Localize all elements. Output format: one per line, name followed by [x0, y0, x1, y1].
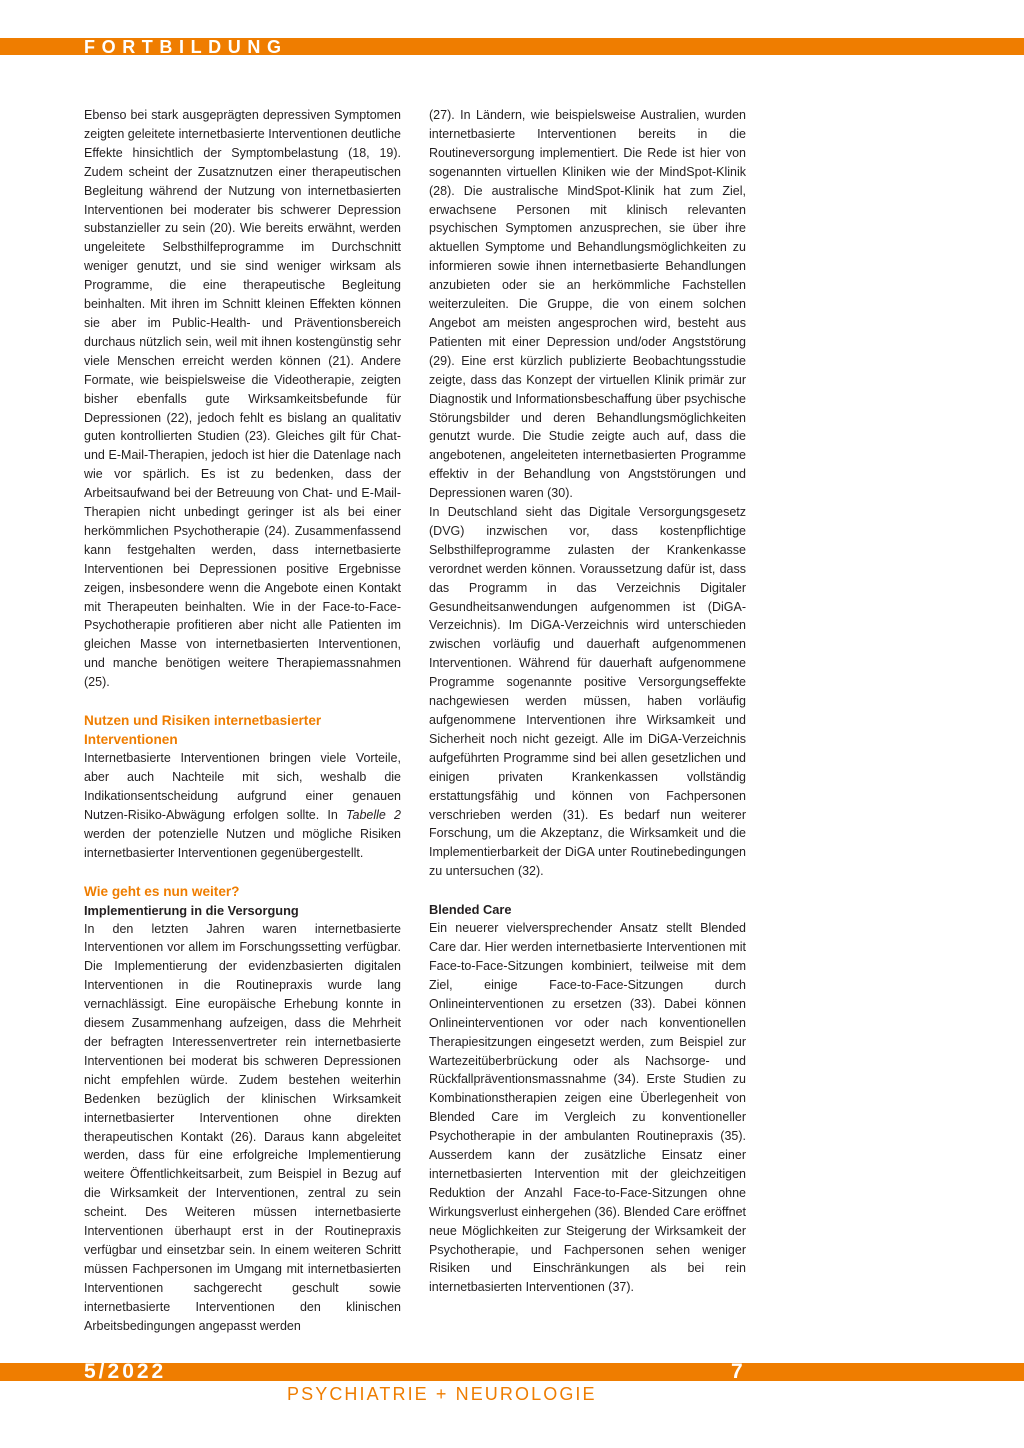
subsection-heading: Implementierung in die Versorgung: [84, 902, 299, 918]
paragraph: [84, 749, 401, 862]
section-heading: Nutzen und Risiken internetbasierter Interventionen: [84, 713, 322, 748]
right-column: [429, 106, 746, 1297]
paragraph: Ebenso bei stark ausgeprägten depressiven Symptomen zeigten geleitete internetbasierte Interventionen deutliche Effekte hinsichtlich der Symptombelastung (18, 19). Zudem scheint der Zusatznutzen einer therapeutischen Begleitung während der Nutzung von internetbasierten Interventionen bei moderater bis schwerer Depression substanzieller zu sein (20). Wie bereits erwähnt, werden ungeleitete Selbsthilfeprogramme im Durchschnitt weniger genutzt, und sie sind weniger wirksam als Programme, die eine therapeutische Begleitung beinhalten. Mit ihren im Schnitt kleinen Effekten können sie aber im Public-Health- und Präventionsbereich durchaus nützlich sein, weil mit ihnen kostengünstig sehr viele Menschen erreicht werden können (21). Andere Formate, wie beispielsweise die Videotherapie, zeigten bisher ebenfalls gute Wirksamkeitsbefunde für Depressionen (22), jedoch fehlt es bislang an qualitativ guten kontrollierten Studien (23). Gleiches gilt für Chat- und E-Mail-Therapien, jedoch ist hier die Datenlage nach wie vor spärlich. Es ist zu bedenken, dass der Arbeitsaufwand bei der Betreuung von Chat- und E-Mail-Therapien nicht unbedingt geringer ist als bei einer herkömmlichen Psychotherapie (24). Zusammenfassend kann festgehalten werden, dass internetbasierte Interventionen bei Depressionen positive Ergebnisse zeigen, insbesondere wenn die Angebote einen Kontakt mit Therapeuten beinhalten. Wie in der Face-to-Face-Psychotherapie profitieren aber nicht alle Patienten im gleichen Masse von internetbasierten Interventionen, und manche benötigen weitere Therapiemassnahmen (25).: [84, 108, 401, 690]
table-reference: Tabelle 2: [346, 807, 401, 822]
issue-number: 5/2022: [84, 1360, 167, 1381]
paragraph-text: Internetbasierte Interventionen bringen viele Vorteile, aber auch Nachteile mit sich, weshalb die Indikationsentscheidung aufgrund einer genauen Nutzen-Risiko-Abwägung erfolgen sollte. In: [84, 751, 401, 822]
section-heading: Wie geht es nun weiter?: [84, 883, 240, 899]
paragraph: In Deutschland sieht das Digitale Versorgungsgesetz (DVG) inzwischen vor, dass kostenpflichtige Selbsthilfeprogramme zulasten der Krankenkasse verordnet werden können. Voraussetzung dafür ist, dass das Programm in das Verzeichnis Digitaler Gesundheitsanwendungen aufgenommen ist (DiGA-Verzeichnis). Im DiGA-Verzeichnis wird unterschieden zwischen vorläufig und dauerhaft aufgenommenen Interventionen. Während für dauerhaft aufgenommene Programme sogenannte positive Versorgungseffekte nachgewiesen werden müssen, haben vorläufig aufgenommene Interventionen ihre Wirksamkeit und Sicherheit noch nicht gezeigt. Alle im DiGA-Verzeichnis aufgeführten Programme sind bei allen gesetzlichen und einigen privaten Krankenkassen vollständig erstattungsfähig und können von Fachpersonen verschrieben werden (31). Es bedarf nun weiterer Forschung, um die Akzeptanz, die Wirksamkeit und die Implementierbarkeit der DiGA unter Routinebedingungen zu untersuchen (32).: [429, 505, 746, 879]
page-number: 7: [731, 1360, 743, 1381]
paragraph-text: werden der potenzielle Nutzen und mögliche Risiken internetbasierter Interventionen gegenübergestellt.: [84, 826, 401, 860]
paragraph: (27). In Ländern, wie beispielsweise Australien, wurden internetbasierte Interventionen bereits in die Routineversorgung implementiert. Die Rede ist hier von sogenannten virtuellen Kliniken wie der MindSpot-Klinik (28). Die australische MindSpot-Klinik hat zum Ziel, erwachsene Personen mit klinisch relevanten psychischen Symptomen anzusprechen, sie über ihre aktuellen Symptome und Behandlungsmöglichkeiten zu informieren sowie ihnen internetbasierte Behandlungen anzubieten oder sie an herkömmliche Fachstellen weiterzuleiten. Die Gruppe, die von einem solchen Angebot am meisten angesprochen wird, besteht aus Patienten mit einer Depression und/oder Angststörung (29). Eine erst kürzlich publizierte Beobachtungsstudie zeigte, dass das Konzept der virtuellen Klinik primär zur Diagnostik und Informationsbeschaffung über psychische Störungsbilder und deren Behandlungsmöglichkeiten genutzt wurde. Die Studie zeigte auch auf, dass die angebotenen, angeleiteten internetbasierten Programme effektiv in der Behandlung von Angststörungen und Depressionen waren (30).: [429, 108, 746, 501]
subsection-heading: Blended Care: [429, 902, 512, 918]
paragraph: Ein neuerer vielversprechender Ansatz stellt Blended Care dar. Hier werden internetbasierte Interventionen mit Face-to-Face-Sitzungen kombiniert, teilweise mit dem Ziel, einige Face-to-Face-Sitzungen durch Onlineinterventionen zu ersetzen (33). Dabei können Onlineinterventionen vor oder nach konventionellen Therapiesitzungen eingesetzt werden, zum Beispiel zur Wartezeitüberbrückung oder als Nachsorge- und Rückfallpräventionsmassnahme (34). Erste Studien zu Kombinationstherapien zeigen eine Überlegenheit von Blended Care im Vergleich zu konventioneller Psychotherapie in der ambulanten Routinepraxis (35). Ausserdem kann der zusätzliche Einsatz einer internetbasierten Intervention mit der gleichzeitigen Reduktion der Anzahl Face-to-Face-Sitzungen ohne Wirkungsverlust einhergehen (36). Blended Care eröffnet neue Möglichkeiten zur Steigerung der Wirksamkeit der Psychotherapie, und Fachpersonen sehen weniger Risiken und Einschränkungen als bei rein internetbasierten Interventionen (37).: [429, 921, 746, 1295]
section-label: FORTBILDUNG: [84, 37, 288, 56]
paragraph: In den letzten Jahren waren internetbasierte Interventionen vor allem im Forschungssetting verfügbar. Die Implementierung der evidenzbasierten digitalen Interventionen in die Routinepraxis wurde lang vernachlässigt. Eine europäische Erhebung konnte in diesem Zusammenhang aufzeigen, dass die Mehrheit der befragten Interessenvertreter rein internetbasierte Interventionen bei moderat bis schweren Depressionen nicht empfehlen würde. Zudem bestehen weiterhin Bedenken bezüglich der klinischen Wirksamkeit internetbasierter Interventionen ohne direkten therapeutischen Kontakt (26). Daraus kann abgeleitet werden, dass für eine erfolgreiche Implementierung weitere Öffentlichkeitsarbeit, zum Beispiel in Bezug auf die Wirksamkeit der Interventionen, zentral zu sein scheint. Des Weiteren müssen internetbasierte Interventionen überhaupt erst in der Routinepraxis verfügbar und einsetzbar sein. In einem weiteren Schritt müssen Fachpersonen im Umgang mit internetbasierten Interventionen sachgerecht geschult sowie internetbasierte Interventionen den klinischen Arbeitsbedingungen angepasst werden: [84, 921, 401, 1333]
left-column: [84, 106, 401, 1335]
journal-title: PSYCHIATRIE + NEUROLOGIE: [287, 1384, 597, 1404]
